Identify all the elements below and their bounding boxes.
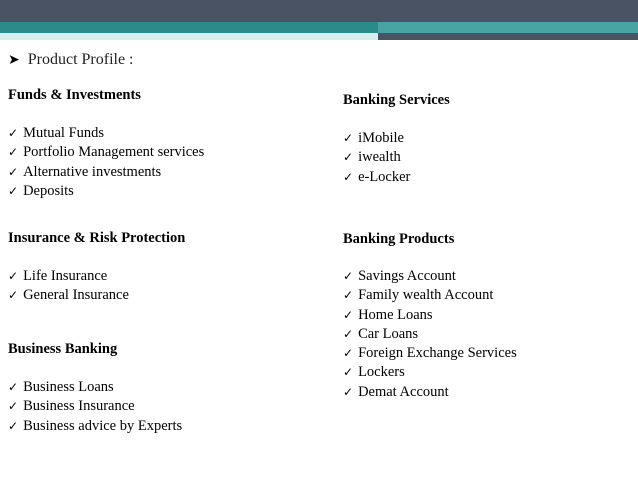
arrow-bullet-icon: ➤: [8, 53, 20, 68]
check-icon: ✓: [343, 307, 354, 322]
list-item: ✓ Home Loans: [343, 306, 433, 323]
header-band-dark: [0, 0, 638, 22]
page-title-text: Product Profile :: [27, 51, 134, 68]
check-icon: ✓: [343, 150, 354, 165]
list-item: ✓ Foreign Exchange Services: [343, 345, 517, 362]
section-banking-products: [343, 230, 517, 402]
list-item: ✓ Savings Account: [343, 268, 456, 284]
item-list: [343, 129, 450, 187]
check-icon: ✓: [8, 164, 19, 179]
check-icon: ✓: [8, 126, 19, 140]
list-item: ✓ Business Loans: [8, 379, 114, 395]
check-icon: ✓: [8, 288, 19, 303]
check-icon: ✓: [343, 131, 354, 145]
check-icon: ✓: [343, 288, 354, 303]
list-item: ✓ Life Insurance: [8, 268, 108, 284]
item-list: [343, 267, 517, 402]
check-icon: ✓: [8, 399, 19, 414]
list-item: ✓ iMobile: [343, 130, 404, 146]
check-icon: ✓: [8, 183, 19, 198]
list-item: ✓ Car Loans: [343, 325, 419, 342]
list-item: ✓ iwealth: [343, 149, 401, 166]
list-item: ✓ Family wealth Account: [343, 287, 494, 304]
check-icon: ✓: [343, 169, 354, 184]
list-item: ✓ Lockers: [343, 364, 405, 381]
section-funds-investments: [8, 86, 204, 201]
page-title: [8, 51, 134, 69]
check-icon: ✓: [8, 380, 19, 394]
section-heading: Business Banking: [8, 341, 118, 357]
item-list: [8, 124, 204, 201]
item-list: [8, 267, 185, 306]
section-insurance-risk: [8, 229, 185, 306]
section-banking-services: [343, 91, 450, 187]
check-icon: ✓: [343, 384, 354, 399]
check-icon: ✓: [8, 269, 19, 283]
list-item: ✓ Deposits: [8, 182, 74, 199]
list-item: ✓ e-Locker: [343, 168, 411, 185]
header-band-accent-dark: [378, 33, 638, 40]
check-icon: ✓: [8, 145, 19, 160]
list-item: ✓ Portfolio Management services: [8, 144, 205, 161]
list-item: ✓ Alternative investments: [8, 163, 162, 180]
check-icon: ✓: [8, 418, 19, 433]
section-heading: Banking Products: [343, 231, 455, 247]
check-icon: ✓: [343, 365, 354, 380]
section-heading: Funds & Investments: [8, 87, 141, 103]
list-item: ✓ General Insurance: [8, 287, 129, 304]
check-icon: ✓: [343, 269, 354, 283]
section-heading: Insurance & Risk Protection: [8, 230, 186, 246]
check-icon: ✓: [343, 326, 354, 341]
item-list: [8, 378, 182, 436]
header-band-accent: [378, 22, 638, 33]
section-business-banking: [8, 340, 182, 436]
check-icon: ✓: [343, 346, 354, 361]
section-heading: Banking Services: [343, 92, 450, 108]
list-item: ✓ Business Insurance: [8, 398, 135, 415]
list-item: ✓ Mutual Funds: [8, 125, 105, 141]
list-item: ✓ Demat Account: [343, 383, 449, 400]
list-item: ✓ Business advice by Experts: [8, 417, 183, 434]
